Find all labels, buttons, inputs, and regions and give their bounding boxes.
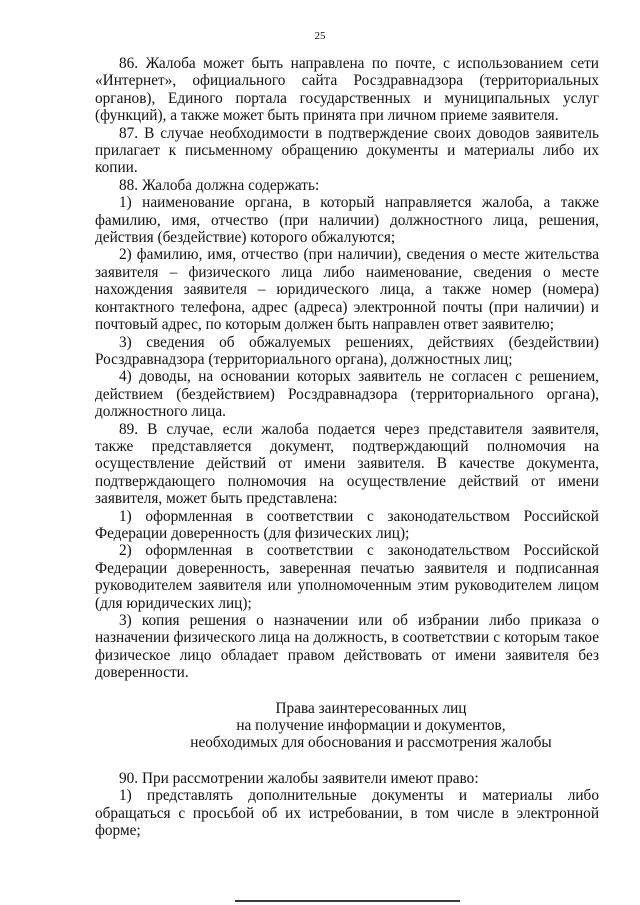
paragraph-89-item-1: 1) оформленная в соответствии с законодательством Российской Федерации доверенность (для физических лиц);	[95, 507, 599, 542]
document-body	[95, 55, 599, 839]
paragraph-89-item-2: 2) оформленная в соответствии с законодательством Российской Федерации доверенность, заверенная печатью заявителя и подписанная руководителем заявителя или уполномоченным этим руководителем лицом (для юридических лиц);	[95, 542, 599, 612]
section-heading-line-2: на получение информации и документов,	[236, 717, 506, 735]
paragraph-88-item-3: 3) сведения об обжалуемых решениях, действиях (бездействии) Росздравнадзора (территориального органа), должностных лиц;	[95, 333, 599, 368]
paragraph-90-item-1: 1) представлять дополнительные документы и материалы либо обращаться с просьбой об их истребовании, в том числе в электронной форме;	[95, 787, 599, 840]
paragraph-88-item-1: 1) наименование органа, в который направляется жалоба, а также фамилию, имя, отчество (при наличии) должностного лица, решения, действия (бездействие) которого обжалуются;	[95, 194, 599, 247]
paragraph-89-item-3: 3) копия решения о назначении или об избрании либо приказа о назначении физического лица на должность, в соответствии с которым такое физическое лицо обладает правом действовать от имени заявителя без доверенности.	[95, 612, 599, 682]
section-heading-line-1: Права заинтересованных лиц	[275, 699, 467, 717]
section-heading-line-3: необходимых для обоснования и рассмотрения жалобы	[190, 734, 552, 752]
paragraph-88: 88. Жалоба должна содержать:	[119, 176, 320, 194]
scan-edge-line	[235, 900, 460, 902]
paragraph-87: 87. В случае необходимости в подтверждение своих доводов заявитель прилагает к письменному обращению документы и материалы либо их копии.	[95, 124, 599, 177]
section-heading	[95, 700, 599, 752]
paragraph-89: 89. В случае, если жалоба подается через представителя заявителя, также представляется документ, подтверждающий полномочия на осуществление действий от имени заявителя. В качестве документа, подтверждающего полномочия на осуществление действий от имени заявителя, может быть представлена:	[95, 420, 599, 508]
page-number: 25	[314, 30, 326, 42]
paragraph-88-item-2: 2) фамилию, имя, отчество (при наличии), сведения о месте жительства заявителя – физического лица либо наименование, сведения о месте нахождения заявителя – юридического лица, а также номер (номера) контактного телефона, адрес (адреса) электронной почты (при наличии) и почтовый адрес, по которым должен быть направлен ответ заявителю;	[95, 246, 599, 334]
paragraph-88-item-4: 4) доводы, на основании которых заявитель не согласен с решением, действием (бездействием) Росздравнадзора (территориального органа), должностного лица.	[95, 368, 599, 421]
paragraph-90: 90. При рассмотрении жалобы заявители имеют право:	[119, 769, 479, 787]
paragraph-86: 86. Жалоба может быть направлена по почте, с использованием сети «Интернет», официального сайта Росздравнадзора (территориальных органов), Единого портала государственных и муниципальных услуг (функций), а также может быть принята при личном приеме заявителя.	[95, 55, 599, 125]
